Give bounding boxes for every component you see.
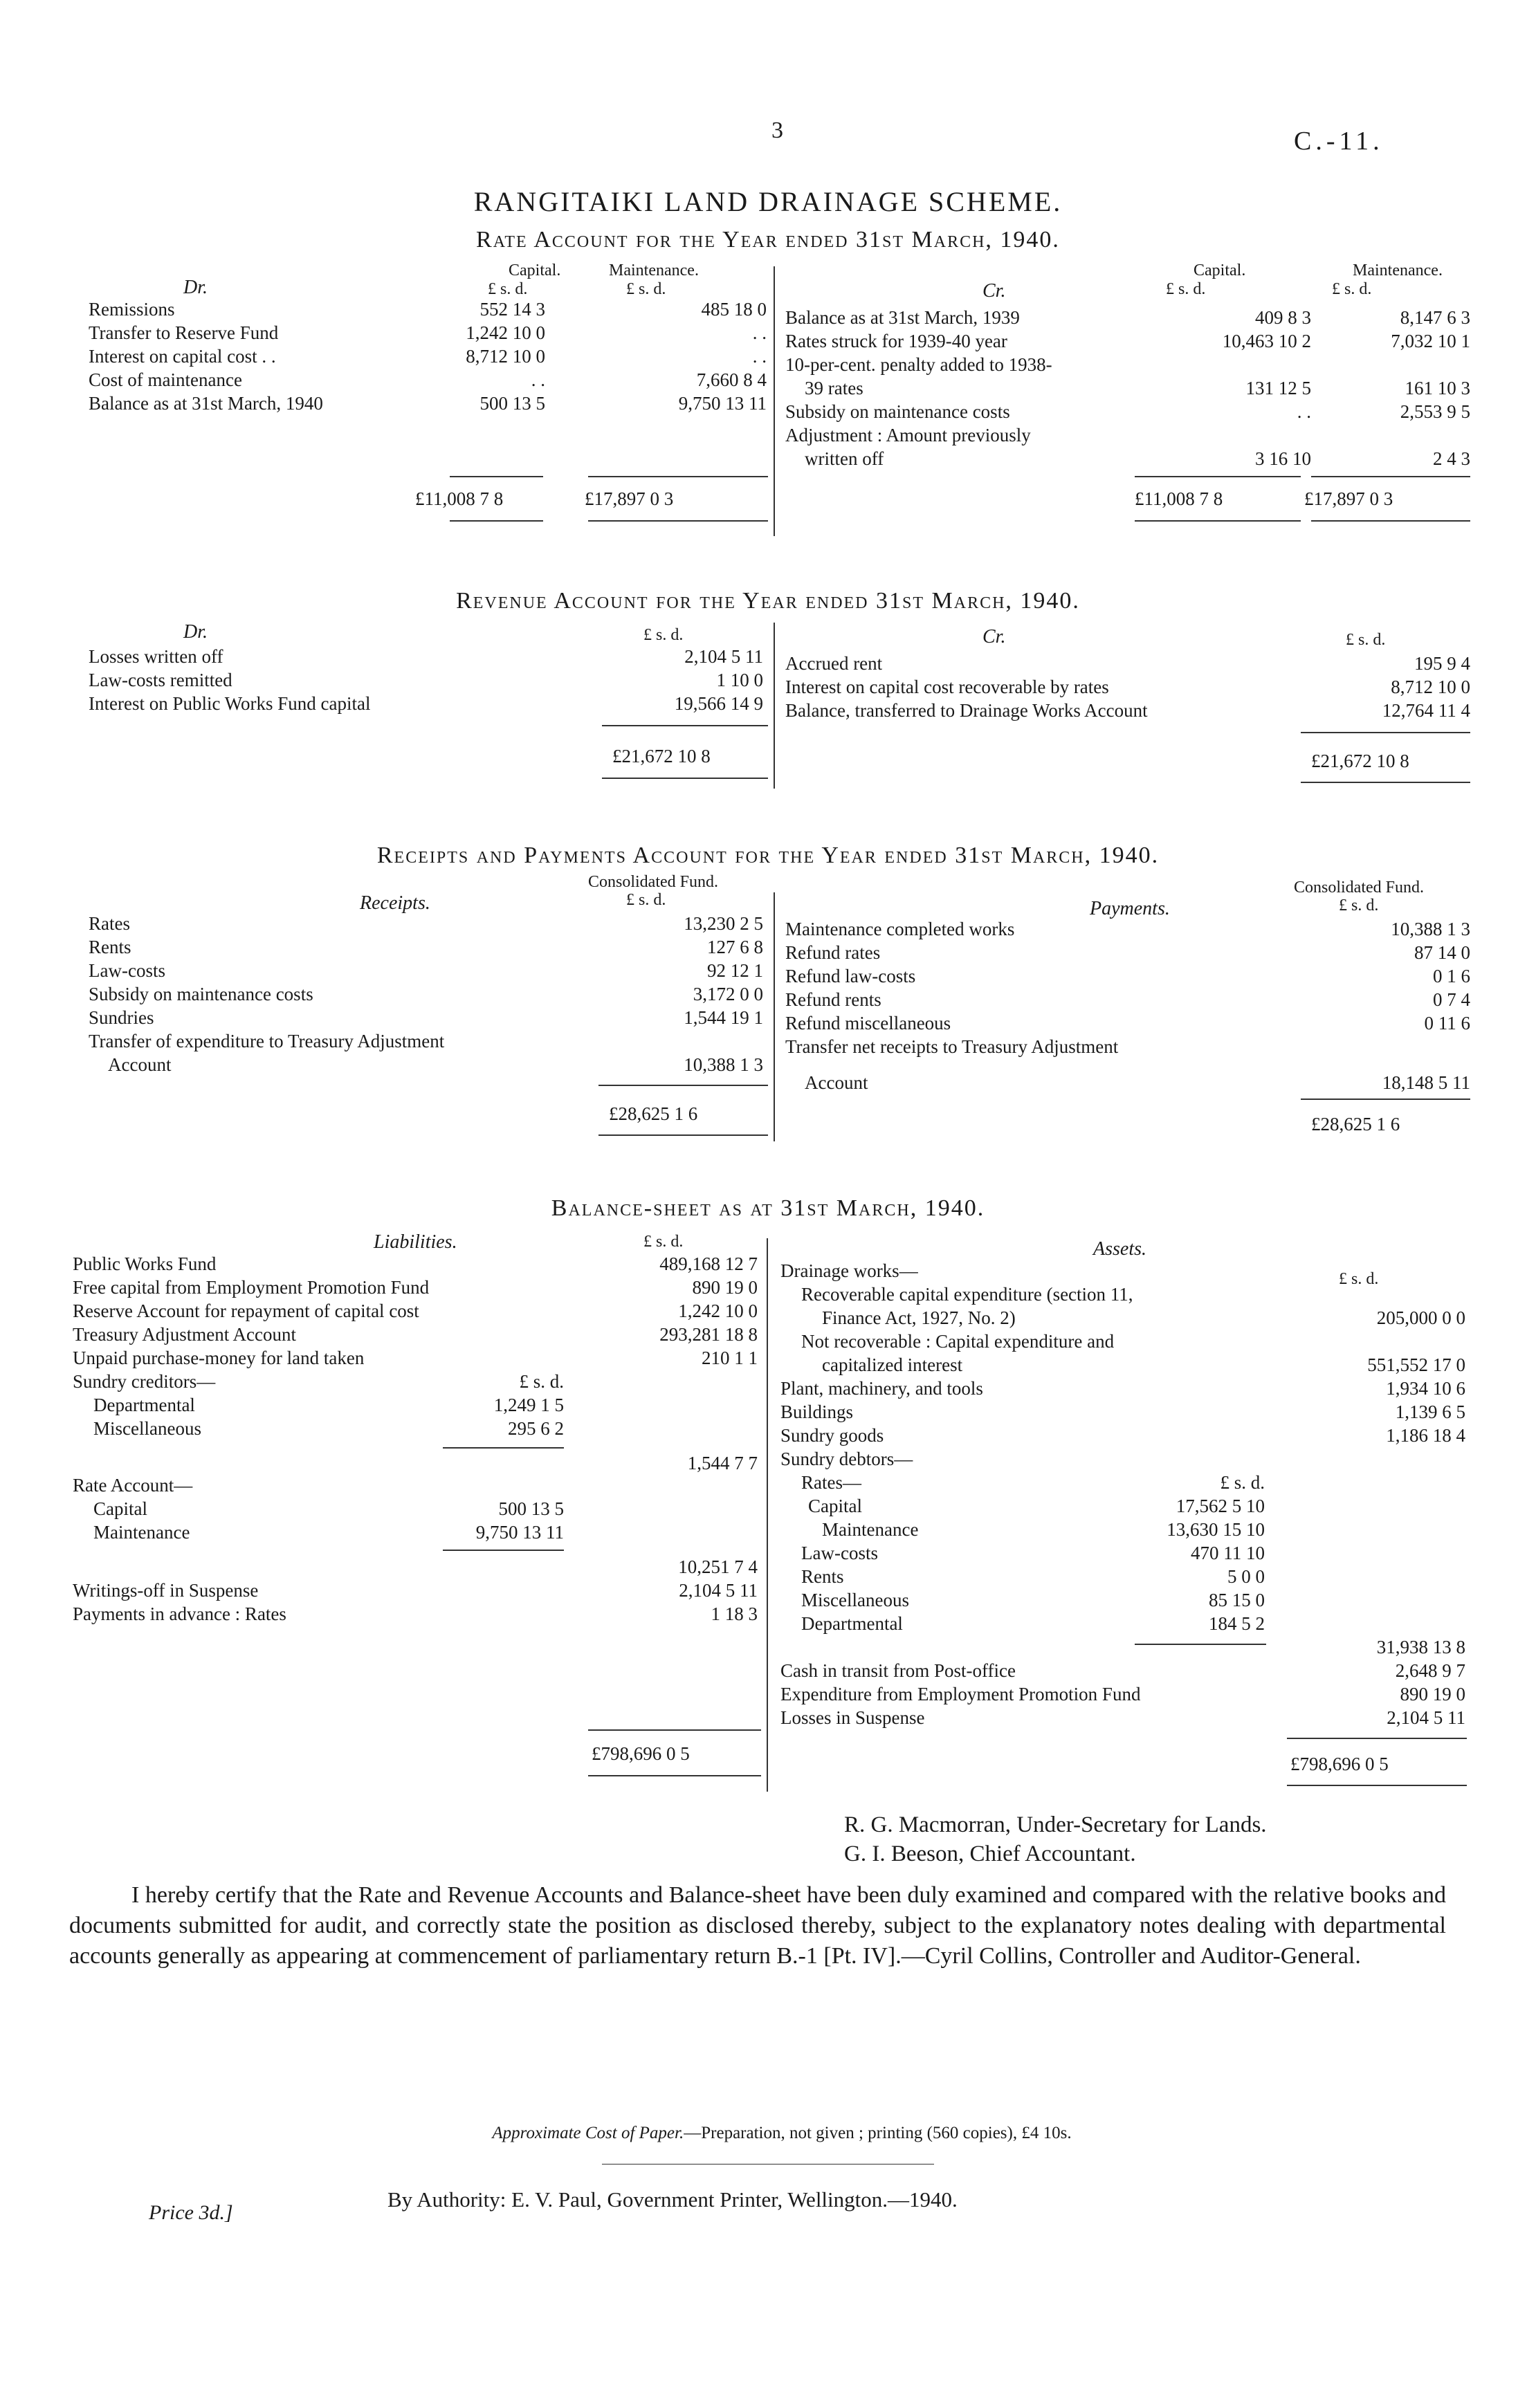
row-label: Reserve Account for repayment of capital cost [73,1300,419,1321]
row-sub-amount: 17,562 5 10 [1176,1496,1265,1516]
rate-lsd-maintenance: £ s. d. [626,280,666,298]
row-amount: 205,000 0 0 [1376,1307,1465,1328]
row-amount: 1,544 7 7 [687,1453,758,1473]
divider [1135,1644,1266,1645]
row-capital: 8,712 10 0 [466,346,545,367]
row-label: Refund rents [785,989,881,1010]
cost-note-label: Approximate Cost of Paper. [492,2124,684,2142]
row-label: Drainage works— [780,1260,918,1281]
row-amount: 10,251 7 4 [678,1556,758,1577]
row-label: Treasury Adjustment Account [73,1324,296,1345]
row-amount: 1,934 10 6 [1386,1378,1465,1399]
row-amount: 87 14 0 [1414,942,1470,963]
row-label: Refund rates [785,942,881,963]
row-amount: 489,168 12 7 [659,1253,758,1274]
row-label: Subsidy on maintenance costs [785,401,1010,422]
row-label: Sundries [89,1007,154,1028]
row-label: Not recoverable : Capital expenditure and [801,1331,1115,1352]
signature-text: R. G. Macmorran, Under-Secretary for Lands. [844,1812,1267,1837]
rate-credit-total-capital: £11,008 7 8 [1135,488,1223,509]
row-label: capitalized interest [822,1354,963,1375]
row-capital: . . [531,369,545,390]
divider [588,520,768,522]
row-maintenance: 8,147 6 3 [1400,307,1470,328]
rate-account-center-rule [774,266,775,536]
row-label: Law-costs remitted [89,670,232,690]
divider [1301,782,1470,783]
payments-col-fund: Consolidated Fund. [1294,879,1425,897]
row-amount: 210 1 1 [702,1348,758,1368]
row-label: Departmental [801,1613,903,1634]
divider [598,1085,768,1086]
row-label: 10-per-cent. penalty added to 1938- [785,354,1052,375]
row-label: Law-costs [89,960,165,981]
document-title: RANGITAIKI LAND DRAINAGE SCHEME. [473,186,1063,217]
rate-debit-total-capital: £11,008 7 8 [415,488,504,509]
divider [602,725,768,726]
paper-code: C.-11. [1294,127,1384,156]
row-maintenance: 485 18 0 [701,299,767,320]
revenue-dr-label: Dr. [183,621,208,643]
row-sub-amount: 470 11 10 [1191,1543,1265,1563]
row-label: Sundry debtors— [780,1449,913,1469]
row-label: Cash in transit from Post-office [780,1660,1016,1681]
receipts-payments-heading: Receipts and Payments Account for the Year ended 31st March, 1940. [376,843,1160,868]
row-capital: 10,463 10 2 [1222,331,1311,351]
liabilities-lsd: £ s. d. [643,1233,684,1251]
balance-sheet-center-rule [767,1238,768,1792]
divider [1311,520,1470,522]
rate-col-maintenance: Maintenance. [609,261,699,279]
row-label: Transfer to Reserve Fund [89,322,279,343]
row-label: Rates [89,913,130,934]
row-maintenance: 7,032 10 1 [1391,331,1470,351]
row-sub-amount: £ s. d. [519,1371,564,1392]
row-label: Capital [93,1498,147,1519]
rate-lsd-capital: £ s. d. [488,280,528,298]
row-amount: 890 19 0 [692,1277,758,1298]
row-label: Losses written off [89,646,223,667]
row-amount: 1,186 18 4 [1386,1425,1465,1446]
divider [588,1775,761,1776]
row-label: Maintenance [822,1519,919,1540]
row-label: Account [108,1054,172,1075]
row-maintenance: 7,660 8 4 [696,369,767,390]
payments-total: £28,625 1 6 [1311,1114,1400,1134]
row-label: Public Works Fund [73,1253,217,1274]
row-label: Transfer of expenditure to Treasury Adjustment [89,1031,445,1051]
row-amount: 1 10 0 [716,670,763,690]
row-amount: 3,172 0 0 [693,984,763,1004]
row-label: Cost of maintenance [89,369,242,390]
row-label: Refund miscellaneous [785,1013,951,1033]
payments-lsd: £ s. d. [1339,897,1379,915]
signature-under-secretary [844,1812,1267,1838]
row-maintenance: 2 4 3 [1433,448,1470,469]
revenue-lsd: £ s. d. [1346,631,1386,649]
row-label: Sundry creditors— [73,1371,216,1392]
row-capital: 552 14 3 [479,299,545,320]
page-number: 3 [771,118,783,143]
row-sub-amount: 295 6 2 [508,1418,564,1439]
row-amount: 2,648 9 7 [1395,1660,1465,1681]
row-label: Accrued rent [785,653,883,674]
footer-rule [602,2164,934,2165]
row-amount: 31,938 13 8 [1376,1637,1465,1657]
cost-note [401,2124,1162,2143]
row-amount: 890 19 0 [1400,1684,1465,1704]
divider [588,476,768,477]
row-amount: 10,388 1 3 [1391,919,1470,939]
row-label: Losses in Suspense [780,1707,925,1728]
assets-lsd: £ s. d. [1339,1270,1379,1288]
row-maintenance: . . [752,346,767,367]
rate-col-capital: Capital. [509,261,561,279]
divider [443,1447,564,1449]
row-label: Finance Act, 1927, No. 2) [822,1307,1016,1328]
rate-credit-total-maintenance: £17,897 0 3 [1304,488,1393,509]
row-label: Rates— [801,1472,861,1493]
row-label: Rents [801,1566,844,1587]
row-label: Interest on capital cost recoverable by rates [785,677,1109,697]
row-capital: 409 8 3 [1255,307,1311,328]
row-amount: 127 6 8 [707,937,763,957]
row-label: Unpaid purchase-money for land taken [73,1348,365,1368]
divider [602,778,768,779]
row-label: Rates struck for 1939-40 year [785,331,1007,351]
row-label: Maintenance [93,1522,190,1543]
liabilities-title: Liabilities. [374,1231,457,1253]
row-label: Miscellaneous [93,1418,201,1439]
row-amount: 0 11 6 [1424,1013,1470,1033]
row-label: Adjustment : Amount previously [785,425,1031,445]
row-label: Writings-off in Suspense [73,1580,259,1601]
row-amount: 92 12 1 [707,960,763,981]
row-label: Rents [89,937,131,957]
rate-dr-label: Dr. [183,277,208,298]
row-sub-amount: £ s. d. [1220,1472,1265,1493]
row-amount: 293,281 18 8 [659,1324,758,1345]
divider [450,476,543,477]
row-label: Remissions [89,299,175,320]
revenue-lsd: £ s. d. [643,626,684,644]
assets-title: Assets. [1093,1238,1146,1260]
row-amount: 2,104 5 11 [1387,1707,1465,1728]
receipts-lsd: £ s. d. [626,891,666,909]
assets-total: £798,696 0 5 [1290,1754,1389,1774]
row-amount: 18,148 5 11 [1382,1072,1470,1093]
rate-debit-total-maintenance: £17,897 0 3 [585,488,674,509]
row-amount: 2,104 5 11 [679,1580,758,1601]
row-amount: 0 1 6 [1433,966,1470,986]
row-sub-amount: 13,630 15 10 [1167,1519,1265,1540]
divider [1135,476,1301,477]
signature-text: G. I. Beeson, Chief Accountant. [844,1841,1136,1866]
row-amount: 551,552 17 0 [1367,1354,1465,1375]
row-amount: 1,139 6 5 [1395,1401,1465,1422]
row-sub-amount: 184 5 2 [1209,1613,1265,1634]
row-label: Sundry goods [780,1425,884,1446]
audit-certification: I hereby certify that the Rate and Revenue Accounts and Balance-sheet have been duly examined and compared with the relative books and documents submitted for audit, and correctly state the position as disclosed thereby, subject to the explanatory notes dealing with departmental accounts generally as appearing at commencement of parliamentary return B.-1 [Pt. IV].—Cyril Collins, Controller and Auditor-General. [69,1882,1446,1969]
row-maintenance: 2,553 9 5 [1400,401,1470,422]
row-amount: 2,104 5 11 [684,646,763,667]
revenue-account-heading: Revenue Account for the Year ended 31st March, 1940. [456,588,1080,614]
receipts-total: £28,625 1 6 [609,1103,698,1124]
row-label: Refund law-costs [785,966,916,986]
rate-col-maintenance: Maintenance. [1353,261,1443,279]
divider [1287,1738,1467,1739]
row-capital: 3 16 10 [1255,448,1311,469]
row-label: Balance as at 31st March, 1939 [785,307,1020,328]
row-capital: . . [1297,401,1311,422]
row-sub-amount: 5 0 0 [1227,1566,1265,1587]
row-capital: 1,242 10 0 [466,322,545,343]
revenue-center-rule [774,623,775,789]
row-label: Rate Account— [73,1475,193,1496]
row-label: Departmental [93,1395,195,1415]
row-amount: 0 7 4 [1433,989,1470,1010]
divider [588,1729,761,1731]
rate-account-heading: Rate Account for the Year ended 31st March, 1940. [476,227,1060,252]
row-sub-amount: 9,750 13 11 [475,1522,564,1543]
row-amount: 8,712 10 0 [1391,677,1470,697]
row-amount: 1 18 3 [711,1603,758,1624]
row-label: 39 rates [805,378,863,398]
divider [443,1550,564,1551]
row-amount: 12,764 11 4 [1382,700,1470,721]
row-capital: 131 12 5 [1245,378,1311,398]
divider [1301,732,1470,733]
row-label: Balance as at 31st March, 1940 [89,393,323,414]
rate-cr-label: Cr. [982,280,1006,302]
row-label: Buildings [780,1401,854,1422]
receipts-col-fund: Consolidated Fund. [588,873,719,891]
row-label: Interest on capital cost . . [89,346,276,367]
row-maintenance: 161 10 3 [1405,378,1470,398]
row-sub-amount: 85 15 0 [1209,1590,1265,1610]
divider [1287,1785,1467,1786]
row-label: Capital [808,1496,862,1516]
revenue-cr-label: Cr. [982,626,1006,647]
revenue-debit-total: £21,672 10 8 [612,746,711,766]
row-maintenance: . . [752,322,767,343]
rate-lsd-capital: £ s. d. [1166,280,1206,298]
row-label: Maintenance completed works [785,919,1015,939]
divider [1311,476,1470,477]
row-label: Balance, transferred to Drainage Works Account [785,700,1148,721]
price: Price 3d.] [149,2201,233,2224]
divider [598,1134,768,1136]
receipts-title: Receipts. [360,892,430,914]
divider [1301,1099,1470,1100]
row-amount: 1,544 19 1 [684,1007,763,1028]
row-label: Transfer net receipts to Treasury Adjustment [785,1036,1119,1057]
receipts-payments-center-rule [774,892,775,1141]
row-label: Account [805,1072,868,1093]
row-sub-amount: 1,249 1 5 [493,1395,564,1415]
balance-sheet-heading: Balance-sheet as at 31st March, 1940. [551,1195,985,1221]
rate-lsd-maintenance: £ s. d. [1332,280,1372,298]
row-amount: 19,566 14 9 [674,693,763,714]
payments-title: Payments. [1090,898,1170,919]
revenue-credit-total: £21,672 10 8 [1311,751,1409,771]
row-amount: 13,230 2 5 [684,913,763,934]
row-label: Subsidy on maintenance costs [89,984,313,1004]
signature-chief-accountant [844,1841,1136,1867]
liabilities-total: £798,696 0 5 [592,1743,690,1764]
row-label: Interest on Public Works Fund capital [89,693,371,714]
row-label: Free capital from Employment Promotion Fund [73,1277,430,1298]
divider [450,520,543,522]
row-amount: 1,242 10 0 [678,1300,758,1321]
row-amount: 195 9 4 [1414,653,1470,674]
row-label: Expenditure from Employment Promotion Fund [780,1684,1141,1704]
row-sub-amount: 500 13 5 [498,1498,564,1519]
row-label: Law-costs [801,1543,878,1563]
rate-col-capital: Capital. [1194,261,1246,279]
government-printer-imprint: By Authority: E. V. Paul, Government Printer, Wellington.—1940. [387,2187,958,2212]
row-label: Miscellaneous [801,1590,909,1610]
row-amount: 10,388 1 3 [684,1054,763,1075]
row-label: Plant, machinery, and tools [780,1378,983,1399]
row-label: written off [805,448,884,469]
cost-note-text: —Preparation, not given ; printing (560 copies), £4 10s. [684,2124,1072,2142]
row-capital: 500 13 5 [479,393,545,414]
row-label: Payments in advance : Rates [73,1603,286,1624]
divider [1135,520,1301,522]
row-label: Recoverable capital expenditure (section 11, [801,1284,1133,1305]
row-maintenance: 9,750 13 11 [678,393,767,414]
